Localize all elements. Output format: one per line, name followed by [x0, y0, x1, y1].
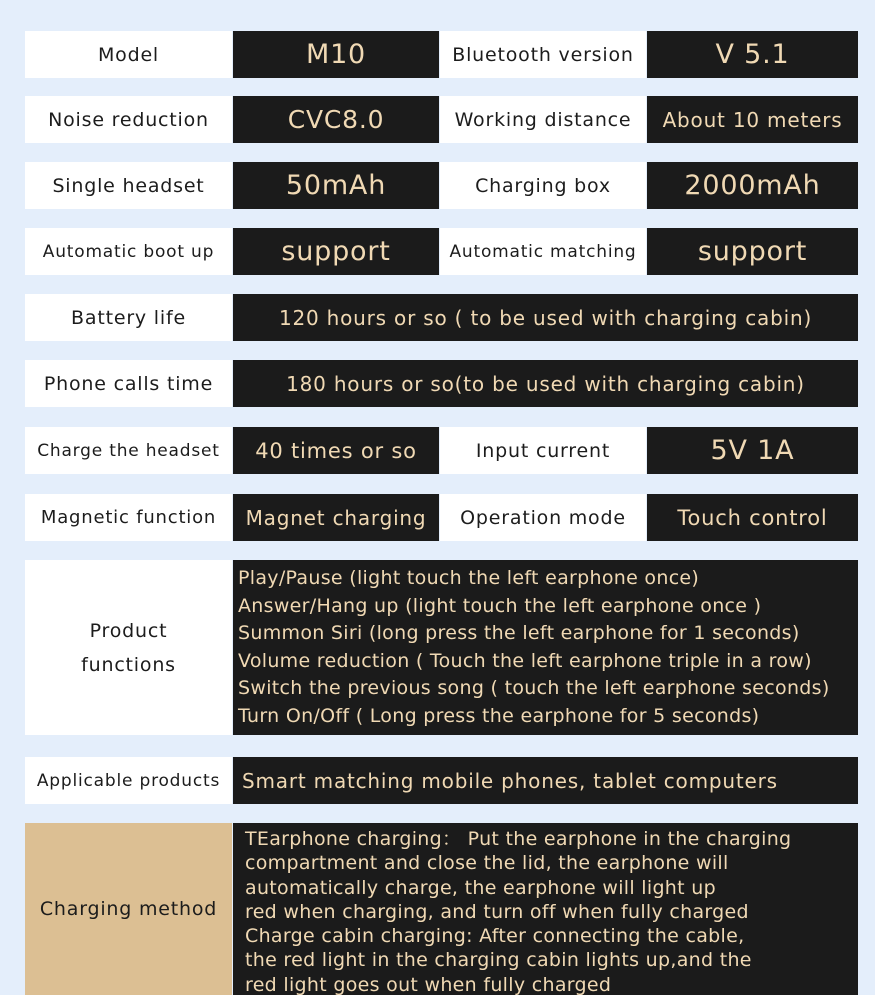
input-label: Input current — [440, 427, 646, 474]
charging-line: compartment and close the lid, the earphone will — [245, 852, 729, 875]
function-line: Play/Pause (light touch the left earphone once) — [238, 567, 700, 589]
charge-headset-value: 40 times or so — [233, 427, 439, 474]
boot-label: Automatic boot up — [25, 228, 232, 275]
model-label: Model — [25, 31, 232, 78]
charging-line: TEarphone charging： Put the earphone in the charging — [245, 828, 792, 850]
input-value: 5V 1A — [647, 427, 858, 474]
functions-label — [25, 560, 232, 735]
function-line: Volume reduction ( Touch the left earphone triple in a row) — [238, 649, 812, 672]
matching-value: support — [647, 228, 858, 275]
charging-line: the red light in the charging cabin lights up,and the — [245, 949, 752, 972]
battery-value: 120 hours or so ( to be used with charging cabin) — [233, 294, 858, 341]
function-line: Turn On/Off ( Long press the earphone for 5 seconds) — [238, 704, 760, 727]
function-line: Answer/Hang up (light touch the left earphone once ) — [238, 594, 762, 617]
charging-line: Charge cabin charging: After connecting the cable, — [245, 925, 745, 948]
operation-value: Touch control — [647, 494, 858, 541]
applicable-value: Smart matching mobile phones, tablet computers — [233, 757, 858, 804]
functions-label-line2: functions — [81, 653, 176, 676]
applicable-label: Applicable products — [25, 757, 232, 804]
box-value: 2000mAh — [647, 162, 858, 209]
charging-line: automatically charge, the earphone will light up — [245, 876, 716, 899]
noise-value: CVC8.0 — [233, 96, 439, 143]
bluetooth-value: V 5.1 — [647, 31, 858, 78]
distance-label: Working distance — [440, 96, 646, 143]
boot-value: support — [233, 228, 439, 275]
function-line: Summon Siri (long press the left earphone for 1 seconds) — [238, 622, 800, 644]
box-label: Charging box — [440, 162, 646, 209]
charging-text — [233, 823, 858, 995]
matching-label: Automatic matching — [440, 228, 646, 275]
charging-line: red when charging, and turn off when fully charged — [245, 900, 749, 923]
headset-label: Single headset — [25, 162, 232, 209]
functions-list — [233, 560, 858, 735]
bluetooth-label: Bluetooth version — [440, 31, 646, 78]
magnetic-label: Magnetic function — [25, 494, 232, 541]
charge-headset-label: Charge the headset — [25, 427, 232, 474]
operation-label: Operation mode — [440, 494, 646, 541]
calls-label: Phone calls time — [25, 360, 232, 407]
charging-line: red light goes out when fully charged — [245, 973, 612, 995]
headset-value: 50mAh — [233, 162, 439, 209]
calls-value: 180 hours or so(to be used with charging cabin) — [233, 360, 858, 407]
functions-label-line1: Product — [89, 619, 168, 642]
noise-label: Noise reduction — [25, 96, 232, 143]
model-value: M10 — [233, 31, 439, 78]
battery-label: Battery life — [25, 294, 232, 341]
function-line: Switch the previous song ( touch the left earphone seconds) — [238, 677, 830, 699]
magnetic-value: Magnet charging — [233, 494, 439, 541]
charging-label: Charging method — [25, 823, 232, 995]
distance-value: About 10 meters — [647, 96, 858, 143]
